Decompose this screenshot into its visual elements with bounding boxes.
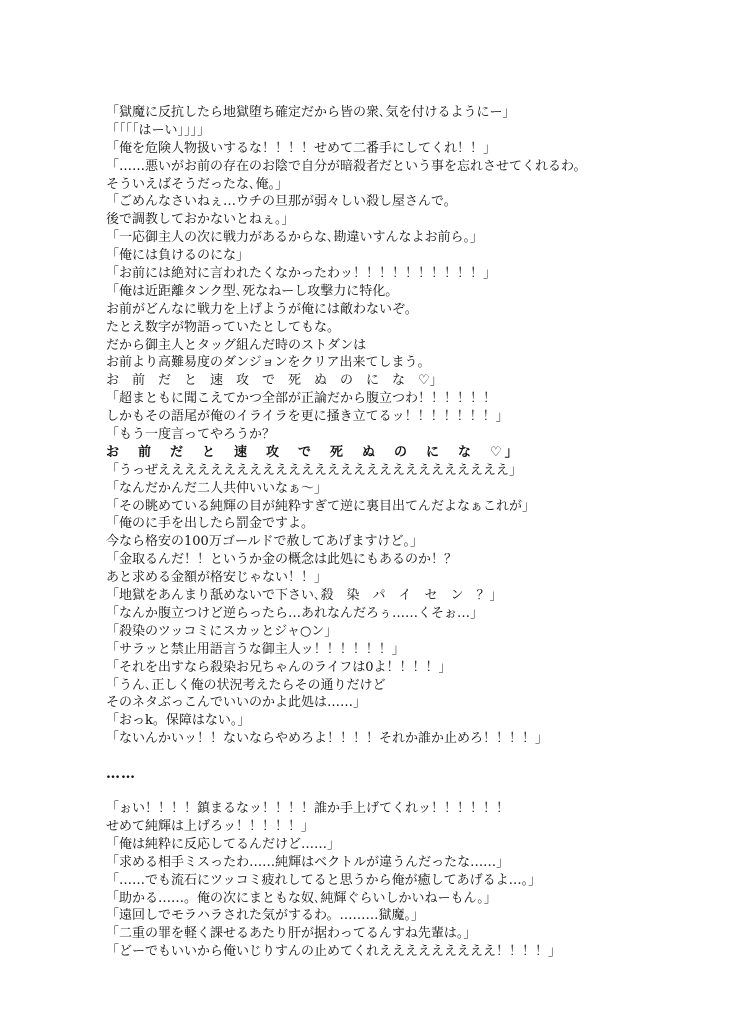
dialogue-section-2	[106, 800, 626, 961]
text-line: 「俺のに手を出したら罰金ですよ。	[106, 516, 315, 532]
text-line: 「俺は純粋に反応してるんだけど……」	[106, 836, 341, 852]
text-line: 「俺は近距離タンク型､死なねーし攻撃力に特化。	[106, 283, 399, 299]
text-line: 「ごめんなさいねぇ…ウチの旦那が弱々しい殺し屋さんで。	[106, 194, 457, 210]
text-line: たとえ数字が物語っていたとしてもな。	[106, 319, 341, 335]
text-line: 今なら格安の100万ゴールドで赦してあげますけど。」	[106, 534, 424, 550]
text-line: 「二重の罪を軽く課せるあたり肝が据わってるんすね先輩は。」	[106, 926, 477, 942]
text-line: 「獄魔に反抗したら地獄堕ち確定だから皆の衆､気を付けるようにー」	[106, 105, 516, 120]
text-line: 「殺染のツッコミにスカッとジャ○ン」	[106, 623, 338, 639]
text-line: 「おっk。保障はない。」	[106, 713, 251, 729]
text-line: 「……でも流石にツッコミ疲れしてると思うから俺が癒してあげるよ…。」	[106, 872, 542, 888]
text-line: 「一応御主人の次に戦力があるからな､勘違いすんなよお前ら。」	[106, 230, 484, 246]
text-line: お 前 だ と 速 攻 で 死 ぬ の に な ♡」	[106, 373, 443, 389]
text-line: 「サラッと禁止用語言うな御主人ッ！！！！！！」	[106, 641, 405, 657]
text-line: 「遠回しでモラハラされた気がするわ。………獄魔。」	[106, 908, 424, 924]
text-line: 「｢｢｢はーい｣｣｣」	[106, 122, 211, 138]
text-line: せめて純輝は上げろッ！！！！！」	[106, 818, 315, 834]
text-line: 「俺には負けるのにな」	[106, 248, 250, 264]
text-line: だから御主人とタッグ組んだ時のストダンは	[106, 337, 367, 353]
text-line: 「お前には絶対に言われたくなかったわッ！！！！！！！！！！」	[106, 266, 497, 282]
emphasized-text-line: お 前 だ と 速 攻 で 死 ぬ の に な ♡」	[106, 444, 521, 460]
scene-separator: ……	[106, 766, 136, 783]
text-line: 「どーでもいいから俺いじりすんの止めてくれえええええええええ！！！！」	[106, 944, 562, 960]
text-line: 「うっぜえええええええええええええええええええええええええええ」	[106, 462, 523, 478]
text-line: そのネタぶっこんでいいのかよ此処は……」	[106, 695, 367, 711]
text-line: 「……悪いがお前の存在のお陰で自分が暗殺者だという事を忘れさせてくれるわ。	[106, 158, 587, 174]
text-line: そういえばそうだったな､俺。」	[106, 176, 289, 192]
text-line: 「地獄をあんまり舐めないで下さい､殺 染 パ イ セ ン ？」	[106, 588, 503, 604]
text-line: 「ぉい！！！！鎮まるなッ！！！！誰か手上げてくれッ！！！！！！	[106, 801, 510, 817]
text-line: 「なんか腹立つけど逆らったら…あれなんだろぅ……くそぉ…」	[106, 605, 484, 621]
text-line: 「ないんかいッ！！ないならやめろよ！！！！それか誰か止めろ！！！！」	[106, 731, 549, 747]
text-line: 「なんだかんだ二人共仲いいなぁ〜」	[106, 480, 328, 496]
text-line: 「求める相手ミスったわ……純輝はベクトルが違うんだったな……」	[106, 854, 510, 870]
novel-text	[106, 104, 626, 961]
text-line: 「うん､正しく俺の状況考えたらその通りだけど	[106, 677, 386, 693]
text-line: 後で調教しておかないとねぇ。」	[106, 212, 295, 228]
text-line: お前より高難易度のダンジョンをクリア出来てしまう。	[106, 355, 431, 371]
dialogue-section-1	[106, 104, 626, 748]
text-line: 「それを出すなら殺染お兄ちゃんのライフは0よ！！！！」	[106, 659, 452, 675]
text-line: 「もう一度言ってやろうか？	[106, 427, 276, 443]
text-line: 「助かる……。俺の次にまともな奴､純輝ぐらいしかいねーもん。」	[106, 890, 497, 906]
text-line: 「金取るんだ！！というか金の概念は此処にもあるのか！？	[106, 552, 458, 568]
text-line: 「俺を危険人物扱いするな！！！！せめて二番手にしてくれ！！」	[106, 140, 497, 156]
text-line: 「その眺めている純輝の目が純粋すぎて逆に裏目出てんだよなぁこれが」	[106, 498, 536, 514]
text-line: あと求める金額が格安じゃない！！」	[106, 570, 328, 586]
text-line: 「超まともに聞こえてかつ全部が正論だから腹立つわ！！！！！！	[106, 391, 497, 407]
text-line: お前がどんなに戦力を上げようが俺には敵わないぞ。	[106, 301, 418, 317]
text-line: しかもその語尾が俺のイライラを更に掻き立てるッ！！！！！！！」	[106, 409, 509, 425]
